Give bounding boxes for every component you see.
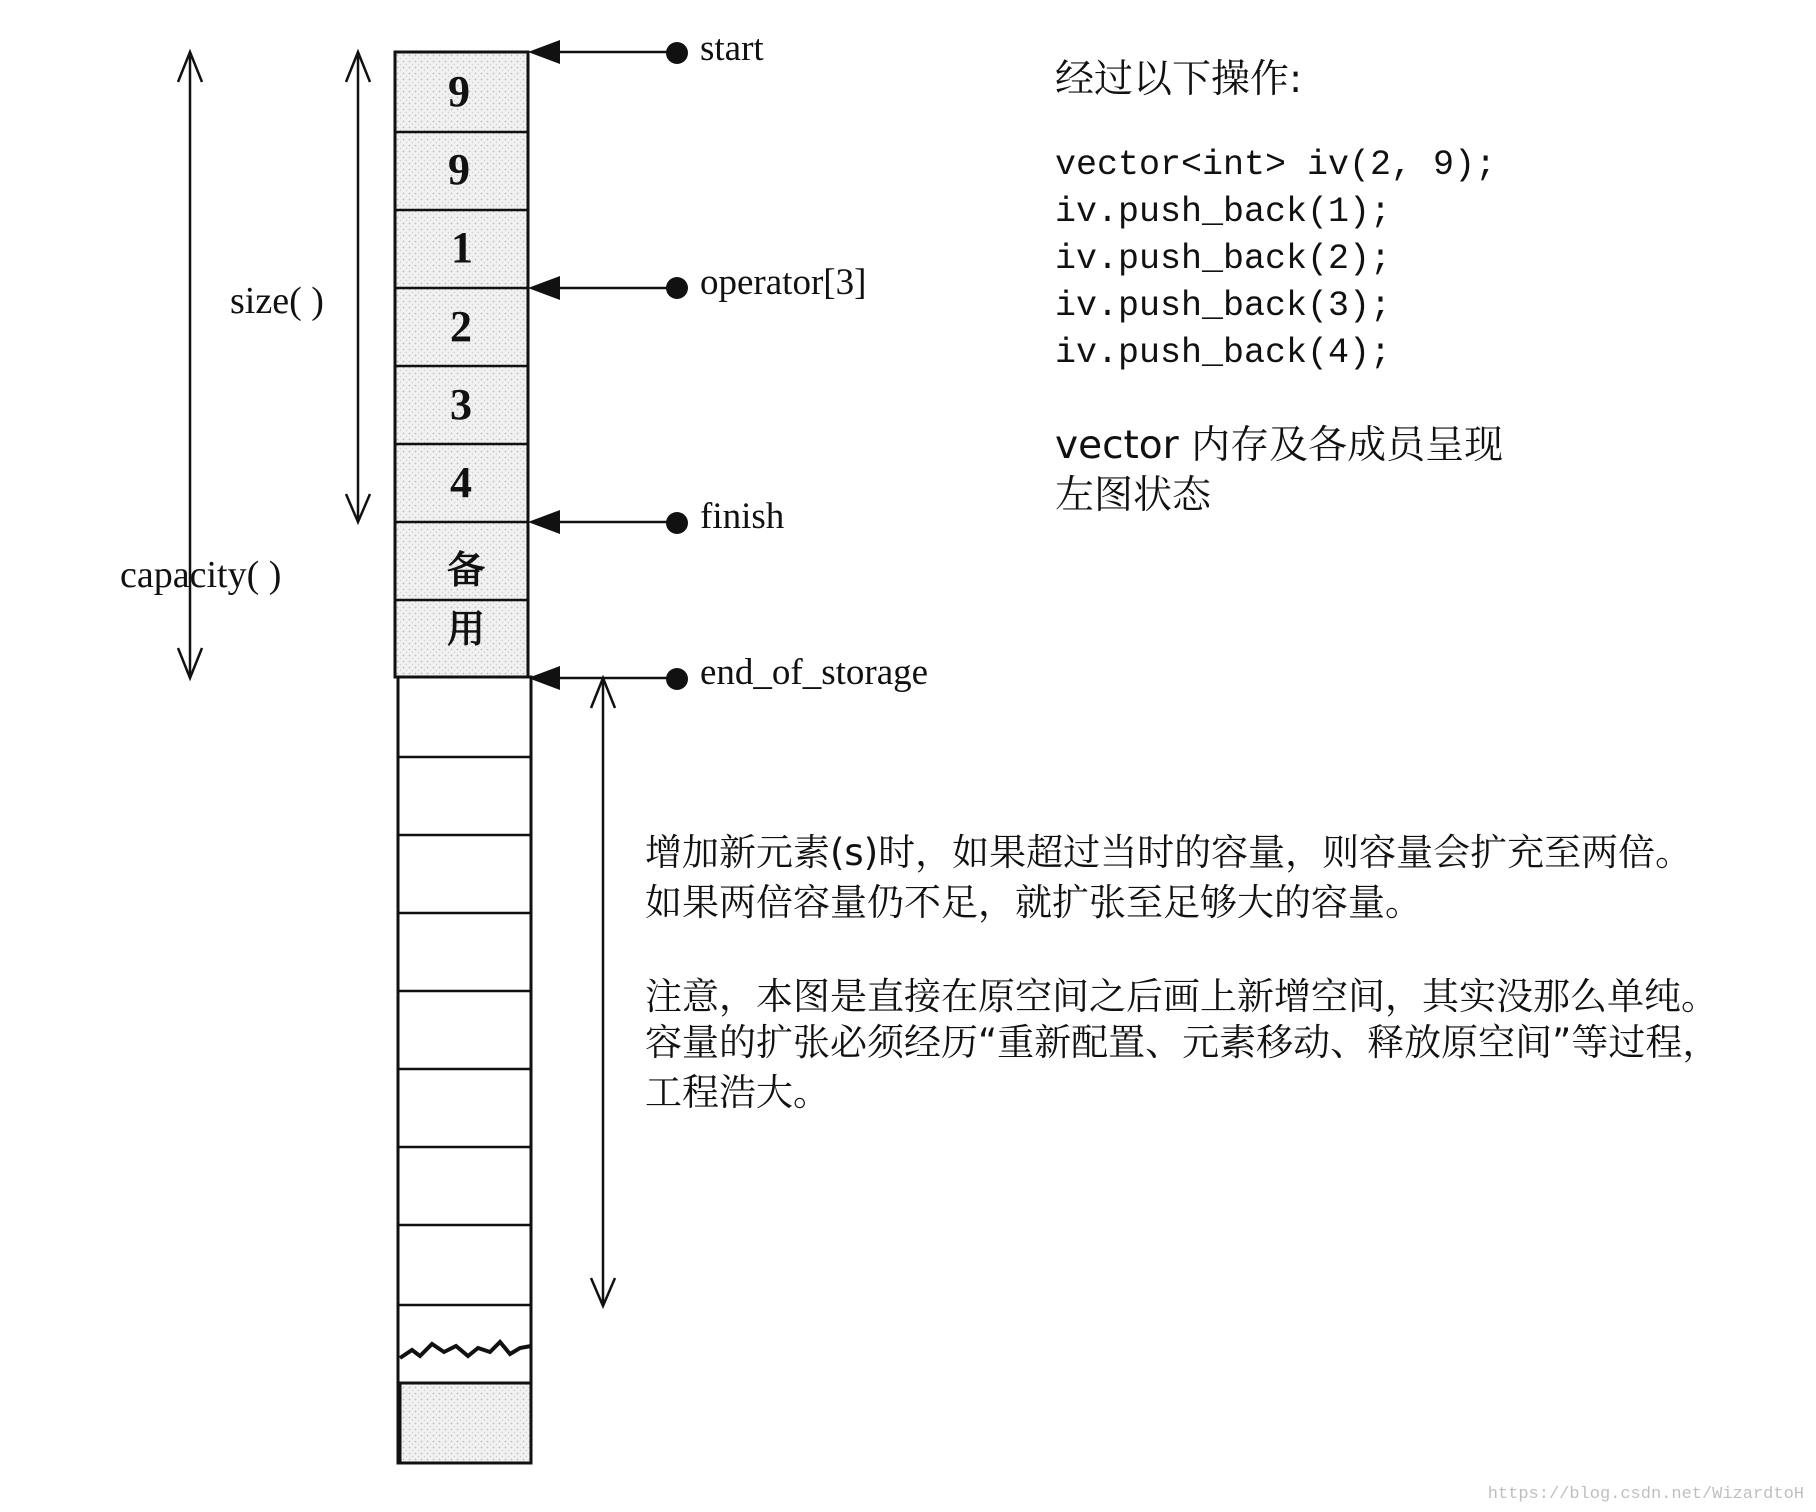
note-line-3: 容量的扩张必须经历“重新配置、元素移动、释放原空间”等过程，: [645, 1021, 1720, 1064]
code-line-2: iv.push_back(2);: [1055, 239, 1392, 279]
end-of-storage-label: end_of_storage: [700, 652, 929, 693]
state-text-1: 左图状态: [1055, 473, 1212, 518]
start-label: start: [700, 28, 764, 69]
note-line-1: 如果两倍容量仍不足，就扩张至足够大的容量。: [645, 881, 1422, 924]
state-text-0: vector 内存及各成员呈现: [1055, 423, 1504, 468]
expansion-arrow: [591, 678, 615, 1306]
capacity-label: capacity( ): [120, 554, 282, 596]
spare-label-1: 用: [447, 607, 486, 651]
operations-heading: 经过以下操作:: [1055, 57, 1303, 102]
finish-label: finish: [700, 496, 785, 537]
pointer-start: [528, 40, 688, 64]
code-line-1: iv.push_back(1);: [1055, 192, 1392, 232]
size-label: size( ): [230, 280, 324, 322]
watermark: https://blog.csdn.net/WizardtoH: [1487, 1485, 1804, 1504]
size-arrow: [346, 52, 370, 522]
note-line-4: 工程浩大。: [645, 1071, 830, 1114]
code-line-4: iv.push_back(4);: [1055, 333, 1392, 373]
cell-value-0: 9: [448, 67, 470, 116]
pointer-finish: [528, 510, 688, 534]
spare-label-0: 备: [447, 548, 486, 592]
code-line-3: iv.push_back(3);: [1055, 286, 1392, 326]
cell-value-4: 3: [450, 380, 472, 429]
cell-value-3: 2: [450, 302, 472, 351]
pointer-end-of-storage: [528, 666, 688, 690]
pointer-operator: [528, 276, 688, 300]
note-line-0: 增加新元素(s)时，如果超过当时的容量，则容量会扩充至两倍。: [645, 831, 1693, 874]
note-line-2: 注意，本图是直接在原空间之后画上新增空间，其实没那么单纯。: [645, 975, 1718, 1018]
cell-value-1: 9: [448, 145, 470, 194]
cell-value-2: 1: [451, 223, 473, 272]
operator-label: operator[3]: [700, 262, 867, 303]
code-line-0: vector<int> iv(2, 9);: [1055, 145, 1497, 185]
cell-value-5: 4: [450, 458, 472, 507]
tail-segment: [400, 1383, 531, 1463]
